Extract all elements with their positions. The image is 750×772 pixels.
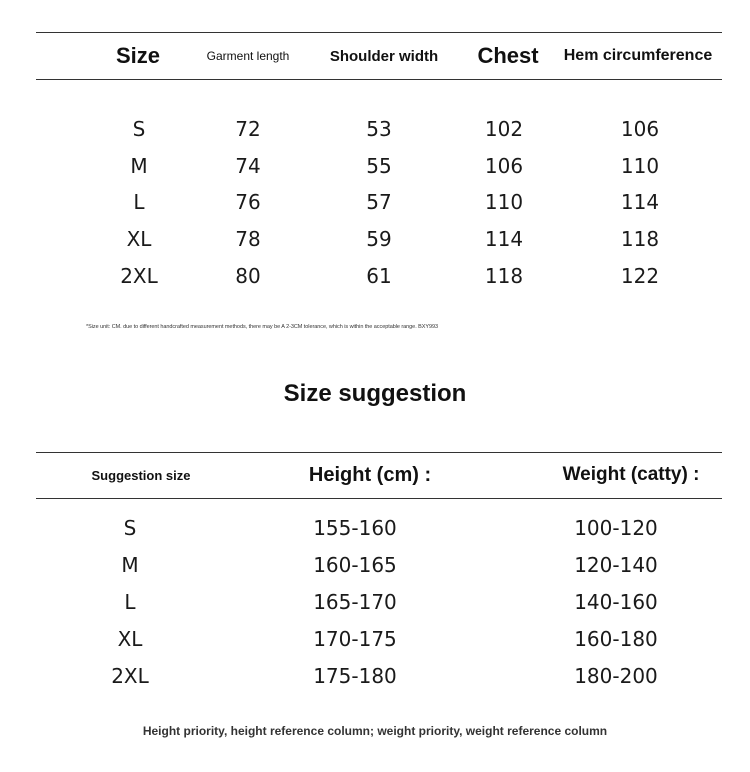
garment-length-cell: 72 — [235, 117, 261, 141]
weight-range-cell: 160-180 — [574, 627, 658, 651]
size-cell: XL — [126, 227, 152, 251]
chest-cell: 118 — [484, 264, 524, 288]
size-unit-note: *Size unit: CM. due to different handcrafted measurement methods, there may be A 2-3CM tolerance, which is within the acceptable range. BXY993 — [86, 324, 439, 330]
height-range-cell: 155-160 — [313, 516, 397, 540]
weight-range-cell: 180-200 — [574, 664, 658, 688]
garment-length-header: Garment length — [206, 49, 290, 63]
suggestion-size-cell: L — [124, 590, 136, 614]
hem-circumference-cell: 122 — [620, 264, 660, 288]
weight-header: Weight (catty) : — [562, 464, 700, 485]
size-cell: M — [130, 154, 148, 178]
weight-range-cell: 120-140 — [574, 553, 658, 577]
suggestion-size-cell: M — [121, 553, 139, 577]
suggestion-table-header-rule — [36, 498, 722, 499]
chest-header: Chest — [477, 43, 539, 68]
height-range-cell: 165-170 — [313, 590, 397, 614]
suggestion-size-cell: XL — [117, 627, 143, 651]
shoulder-width-cell: 53 — [366, 117, 392, 141]
garment-length-cell: 74 — [235, 154, 261, 178]
weight-range-cell: 100-120 — [574, 516, 658, 540]
size-cell: S — [132, 117, 146, 141]
shoulder-width-cell: 59 — [366, 227, 392, 251]
height-range-cell: 160-165 — [313, 553, 397, 577]
hem-circumference-header: Hem circumference — [563, 47, 713, 64]
hem-circumference-cell: 106 — [620, 117, 660, 141]
height-range-cell: 175-180 — [313, 664, 397, 688]
suggestion-size-header: Suggestion size — [91, 467, 191, 483]
chest-cell: 102 — [484, 117, 524, 141]
size-suggestion-title: Size suggestion — [283, 380, 467, 407]
weight-range-cell: 140-160 — [574, 590, 658, 614]
hem-circumference-cell: 110 — [620, 154, 660, 178]
size-header: Size — [115, 43, 161, 68]
chest-cell: 110 — [484, 190, 524, 214]
suggestion-size-cell: S — [123, 516, 137, 540]
priority-note: Height priority, height reference column; weight priority, weight reference column — [142, 724, 608, 738]
chest-cell: 114 — [484, 227, 524, 251]
garment-length-cell: 78 — [235, 227, 261, 251]
shoulder-width-header: Shoulder width — [329, 47, 439, 65]
suggestion-size-cell: 2XL — [111, 664, 149, 688]
size-cell: L — [133, 190, 145, 214]
chest-cell: 106 — [484, 154, 524, 178]
height-header: Height (cm) : — [308, 463, 432, 486]
shoulder-width-cell: 61 — [366, 264, 392, 288]
shoulder-width-cell: 57 — [366, 190, 392, 214]
garment-length-cell: 80 — [235, 264, 261, 288]
hem-circumference-cell: 114 — [620, 190, 660, 214]
height-range-cell: 170-175 — [313, 627, 397, 651]
size-cell: 2XL — [120, 264, 158, 288]
shoulder-width-cell: 55 — [366, 154, 392, 178]
garment-length-cell: 76 — [235, 190, 261, 214]
hem-circumference-cell: 118 — [620, 227, 660, 251]
